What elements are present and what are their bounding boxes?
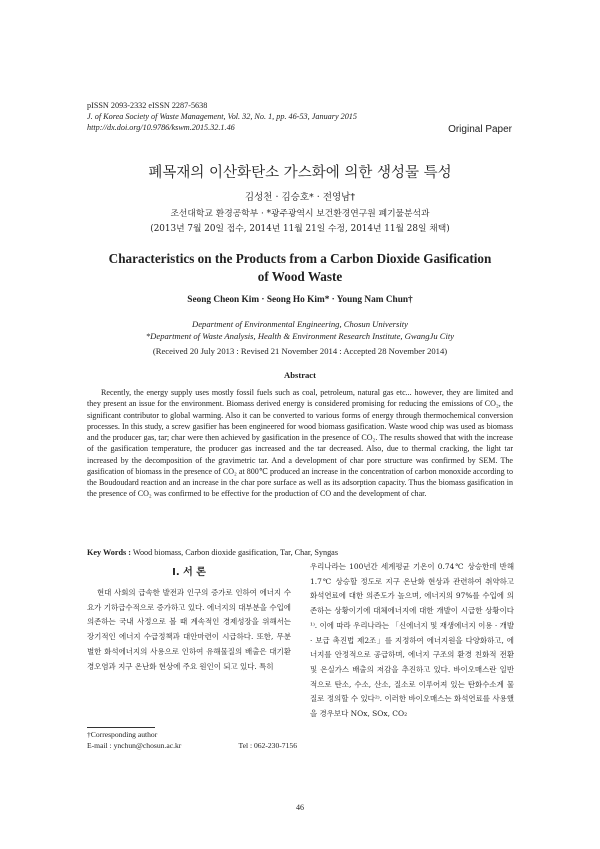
footnote-label: †Corresponding author [87, 730, 158, 739]
journal-header [87, 100, 357, 133]
keywords [87, 548, 338, 557]
english-dates: (Received 20 July 2013 : Revised 21 November 2014 : Accepted 28 November 2014) [152, 346, 448, 356]
section-heading-introduction: I. 서 론 [172, 567, 206, 578]
english-authors: Seong Cheon Kim · Seong Ho Kim* · Young Nam Chun† [187, 295, 413, 305]
korean-affiliation: 조선대학교 환경공학부 · *광주광역시 보건환경연구원 폐기물분석과 [170, 209, 430, 219]
english-affiliations [0, 318, 600, 342]
footnote-tel: Tel : 062-230-7156 [238, 740, 297, 750]
doi-link[interactable]: http://dx.doi.org/10.9786/kswm.2015.32.1.46 [87, 123, 235, 132]
english-title [90, 250, 510, 286]
english-affiliation-1: Department of Environmental Engineering, Chosun University [192, 319, 408, 329]
keywords-label: Key Words : [87, 548, 131, 557]
korean-dates: (2013년 7월 20일 접수, 2014년 11월 21일 수정, 2014년 11월 28일 채택) [150, 224, 450, 234]
english-affiliation-2: *Department of Waste Analysis, Health & Environment Research Institute, GwangJu City [145, 331, 455, 341]
body-column-right: 우리나라는 100년간 세계평균 기온이 0.74℃ 상승한데 반해 1.7℃ 상승할 정도로 지구 온난화 현상과 관련하여 취약하고 화석연료에 대한 의존도가 높으며, 에너지의 97%를 수입에 의존하는 상황이기에 대체에너지에 대한 개발이 시급한 상황이다¹⁾. 이에 따라 우리나라는 「신에너지 및 재생에너지 이용 · 개발 · 보급 촉진법 제2조」를 지정하여 에너지원을 다양화하고, 에너지를 안정적으로 공급하며, 에너지 구조의 환경 친화적 전환 및 온실가스 배출의 저감을 추진하고 있다. 바이오매스란 일반적으로 탄소, 수소, 산소, 질소로 이루어져 있는 탄화수소계 물질로 정의할 수 있다²⁾. 이러한 바이오매스는 화석연료를 사용했을 경우보다 NOx, SOx, CO₂ [310, 562, 514, 719]
english-title-line2: of Wood Waste [257, 269, 343, 284]
article-type-label: Original Paper [448, 124, 512, 135]
abstract-heading: Abstract [284, 370, 316, 380]
body-column-left: 현대 사회의 급속한 발전과 인구의 증가로 인하여 에너지 수요가 기하급수적으로 증가하고 있다. 에너지의 대부분을 수입에 의존하는 국내 사정으로 볼 때 계속적인 경제성장을 위해서는 장기적인 에너지 수급정책과 대안마련이 시급하다. 또한, 무분별한 화석에너지의 사용으로 인하여 유해물질의 배출은 대기환경오염과 지구 온난화 현상에 주요 원인이 되고 있다. 특히 [87, 588, 291, 671]
footnote-rule [87, 727, 155, 728]
footnote [87, 730, 297, 751]
footnote-email[interactable]: E-mail : ynchun@chosun.ac.kr [87, 740, 182, 750]
issn-line: pISSN 2093-2332 eISSN 2287-5638 [87, 101, 208, 110]
korean-title: 폐목재의 이산화탄소 가스화에 의한 생성물 특성 [148, 165, 452, 181]
abstract-body: Recently, the energy supply uses mostly fossil fuels such as coal, petroleum, natural gas etc... however, they are limited and they present an issue for the environment. Biomass derived energy is considered promising for reducing the emissions of CO₂, the significant contributor to global warming. Also it can be converted to various forms of energy through thermochemical conversion processes. In this study, a screw gasifier has been engineered for wood biomass gasification. Waste wood chip was used as biomass and the producer gas, tar; char were then achieved by gasification in the presence of CO₂. The results showed that with the increase of the gasification temperature, the producer gas increased and the tar decreased. Also, due to thermal cracking, the light tar increased by the decomposition of the gravimetric tar. And a development of char pore structure was confirmed by SEM. The gasification of biomass in the presence of CO₂ at 800℃ produced an increase in the concentration of carbon monoxide according to the Boudoudard reaction and an increase in the char pore surface as well as its adsorption capacity. Thus the biomass gasification in the presence of CO₂ was confirmed to be effective for the production of CO and the development of char. [87, 388, 513, 499]
page-number: 46 [296, 803, 304, 812]
journal-citation: J. of Korea Society of Waste Management, Vol. 32, No. 1, pp. 46-53, January 2015 [87, 112, 357, 121]
korean-authors: 김성천 · 김승호* · 전영남† [244, 192, 356, 203]
english-title-line1: Characteristics on the Products from a Carbon Dioxide Gasification [108, 251, 492, 266]
keywords-value: Wood biomass, Carbon dioxide gasification, Tar, Char, Syngas [132, 548, 339, 557]
